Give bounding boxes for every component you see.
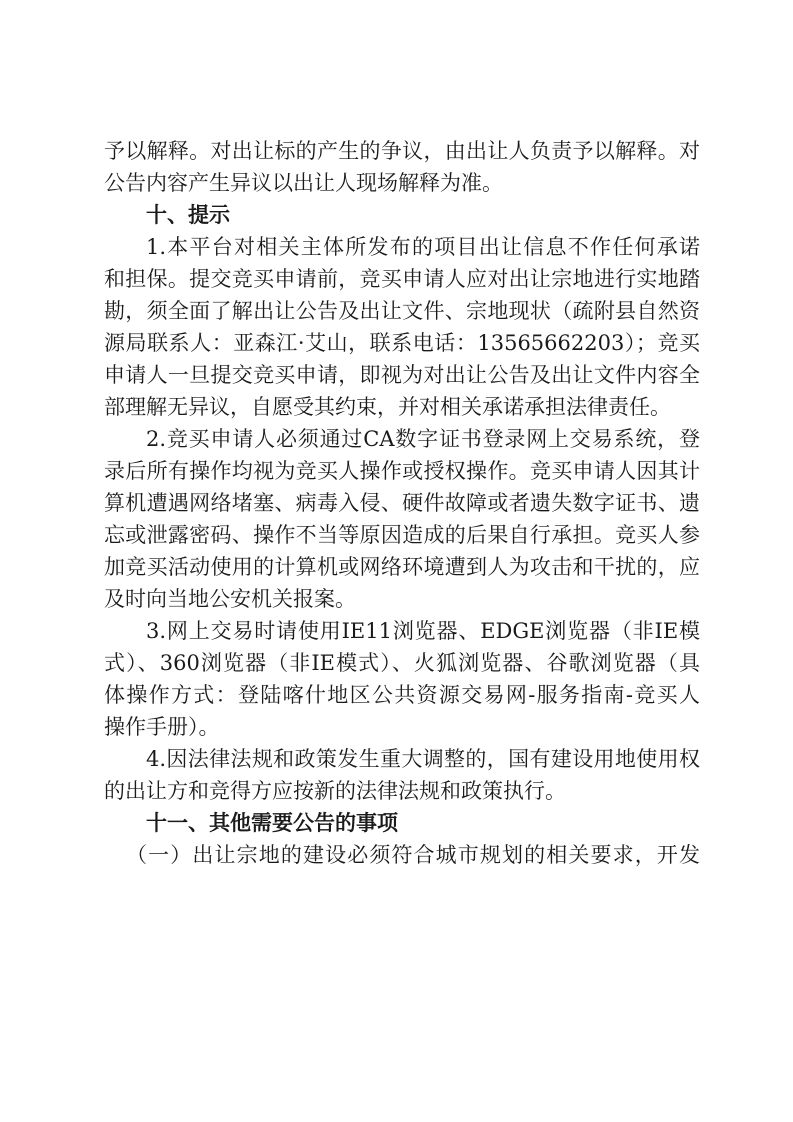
text-line: 2.竞买申请人必须通过CA数字证书登录网上交易系统，登 <box>146 427 700 451</box>
text-line: 1.本平台对相关主体所发布的项目出让信息不作任何承诺 <box>146 235 700 259</box>
text-line: 3.网上交易时请使用IE11浏览器、EDGE浏览器（非IE模 <box>146 619 700 643</box>
text-line: 4.因法律法规和政策发生重大调整的，国有建设用地使用权 <box>146 747 700 771</box>
text-line: （一）出让宗地的建设必须符合城市规划的相关要求，开发 <box>126 843 700 867</box>
section-heading-ten: 十、提示 <box>146 203 230 227</box>
text-line: 申请人一旦提交竞买申请，即视为对出让公告及出让文件内容全 <box>104 363 700 387</box>
text-line: 录后所有操作均视为竞买人操作或授权操作。竞买申请人因其计 <box>104 459 700 483</box>
document-page <box>104 135 700 871</box>
text-line: 算机遭遇网络堵塞、病毒入侵、硬件故障或者遗失数字证书、遗 <box>104 491 700 515</box>
text-line: 予以解释。对出让标的产生的争议，由出让人负责予以解释。对 <box>104 139 700 163</box>
text-line: 加竞买活动使用的计算机或网络环境遭到人为攻击和干扰的，应 <box>104 555 700 579</box>
text-line: 公告内容产生异议以出让人现场解释为准。 <box>104 171 503 195</box>
text-line: 和担保。提交竞买申请前，竞买申请人应对出让宗地进行实地踏 <box>104 267 700 291</box>
text-line: 部理解无异议，自愿受其约束，并对相关承诺承担法律责任。 <box>104 395 671 419</box>
text-line: 操作手册）。 <box>104 715 220 739</box>
section-heading-eleven: 十一、其他需要公告的事项 <box>146 811 398 835</box>
text-line: 源局联系人：亚森江·艾山，联系电话：13565662203）；竞买 <box>104 331 700 355</box>
text-line: 勘，须全面了解出让公告及出让文件、宗地现状（疏附县自然资 <box>104 299 700 323</box>
text-line: 的出让方和竞得方应按新的法律法规和政策执行。 <box>104 779 566 803</box>
text-line: 式）、360浏览器（非IE模式）、火狐浏览器、谷歌浏览器（具 <box>104 651 700 675</box>
text-line: 体操作方式：登陆喀什地区公共资源交易网-服务指南-竞买人 <box>104 683 700 707</box>
text-line: 忘或泄露密码、操作不当等原因造成的后果自行承担。竞买人参 <box>104 523 700 547</box>
text-line: 及时向当地公安机关报案。 <box>104 587 356 611</box>
